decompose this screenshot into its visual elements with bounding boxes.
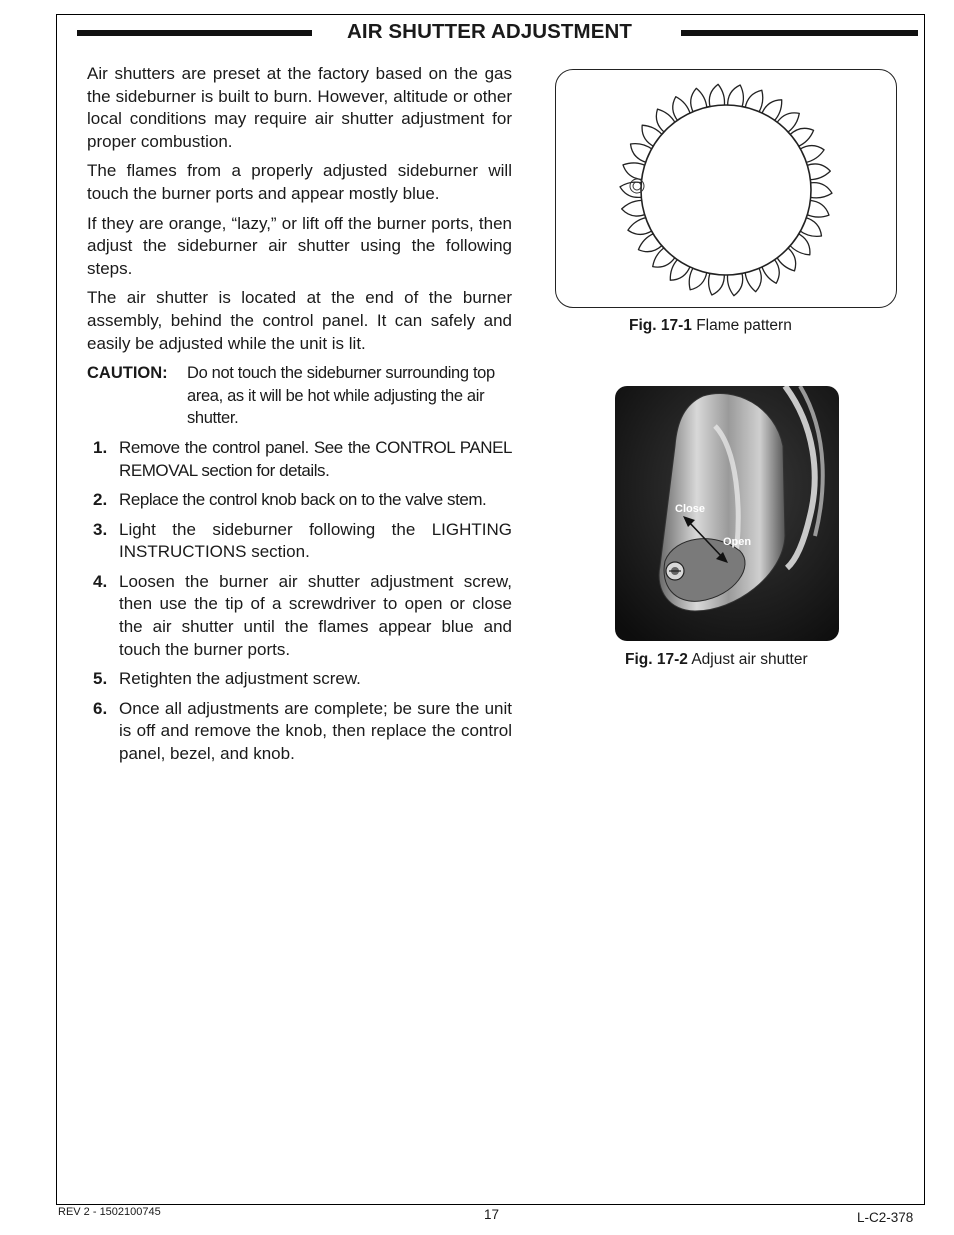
flame-pattern-figure [555, 69, 897, 308]
step-number: 5. [93, 669, 108, 689]
footer-revision: REV 2 - 1502100745 [58, 1206, 161, 1218]
step-item [93, 437, 512, 482]
figure-17-1-caption [629, 317, 792, 335]
step-number: 2. [93, 490, 108, 510]
step-text: Replace the control knob back on to the valve stem. [119, 490, 487, 510]
step-item [93, 489, 512, 512]
flame-petal [728, 85, 744, 108]
flame-petal [709, 84, 724, 107]
figure-17-1-label: Fig. 17-1 [629, 317, 692, 334]
flame-petal [709, 273, 725, 296]
footer-page-number: 17 [484, 1207, 500, 1222]
step-number: 3. [93, 519, 108, 539]
heading-rule-right [681, 30, 918, 36]
caution-note [87, 362, 512, 430]
flame-pattern-illustration [556, 70, 896, 307]
figure-17-1-text: Flame pattern [696, 317, 792, 334]
heading-rule-left [77, 30, 312, 36]
step-number: 4. [93, 571, 108, 591]
step-item [93, 519, 512, 564]
figure-17-2-text: Adjust air shutter [691, 651, 808, 668]
air-shutter-photo-illustration [615, 386, 839, 641]
step-item [93, 698, 512, 766]
step-number: 1. [93, 437, 108, 457]
step-number: 6. [93, 698, 108, 718]
section-heading: AIR SHUTTER ADJUSTMENT [347, 20, 633, 43]
step-text: Loosen the burner air shutter adjustment screw, then use the tip of a screwdriver to open or close the air shutter until the flames appear blue and touch the burner ports. [119, 571, 512, 659]
step-text: Light the sideburner following the LIGHTING INSTRUCTIONS section. [119, 519, 512, 562]
open-label: Open [723, 536, 752, 548]
step-text: Remove the control panel. See the CONTROL PANEL REMOVAL section for details. [119, 437, 512, 480]
flame-petal [810, 183, 832, 198]
step-text: Retighten the adjustment screw. [119, 669, 361, 689]
steps-list [87, 437, 512, 766]
step-text: Once all adjustments are complete; be sure the unit is off and remove the knob, then replace the control panel, bezel, and knob. [119, 698, 512, 764]
footer-doc-code: L-C2-378 [857, 1210, 914, 1225]
step-item [93, 571, 512, 661]
air-shutter-photo [615, 386, 839, 641]
figure-17-2-label: Fig. 17-2 [625, 651, 688, 668]
paragraph-location: The air shutter is located at the end of the burner assembly, behind the control panel. It can safely and easily be adjusted while the unit is lit. [87, 288, 512, 353]
text-column [87, 63, 512, 773]
step-item [93, 668, 512, 691]
figure-17-2-caption [625, 651, 808, 669]
caution-text: Do not touch the sideburner surrounding top area, as it will be hot while adjusting the air shutter. [187, 364, 495, 428]
paragraph-intro: Air shutters are preset at the factory based on the gas the sideburner is built to burn. However, altitude or other local conditions may require air shutter adjustment for proper combustion. [87, 64, 512, 151]
close-label: Close [675, 503, 705, 515]
paragraph-orange: If they are orange, “lazy,” or lift off the burner ports, then adjust the sideburner air shutter using the following steps. [87, 213, 512, 278]
paragraph-flames: The flames from a properly adjusted sideburner will touch the burner ports and appear mostly blue. [87, 161, 512, 203]
flame-petal [727, 273, 742, 296]
caution-label: CAUTION: [87, 364, 168, 383]
